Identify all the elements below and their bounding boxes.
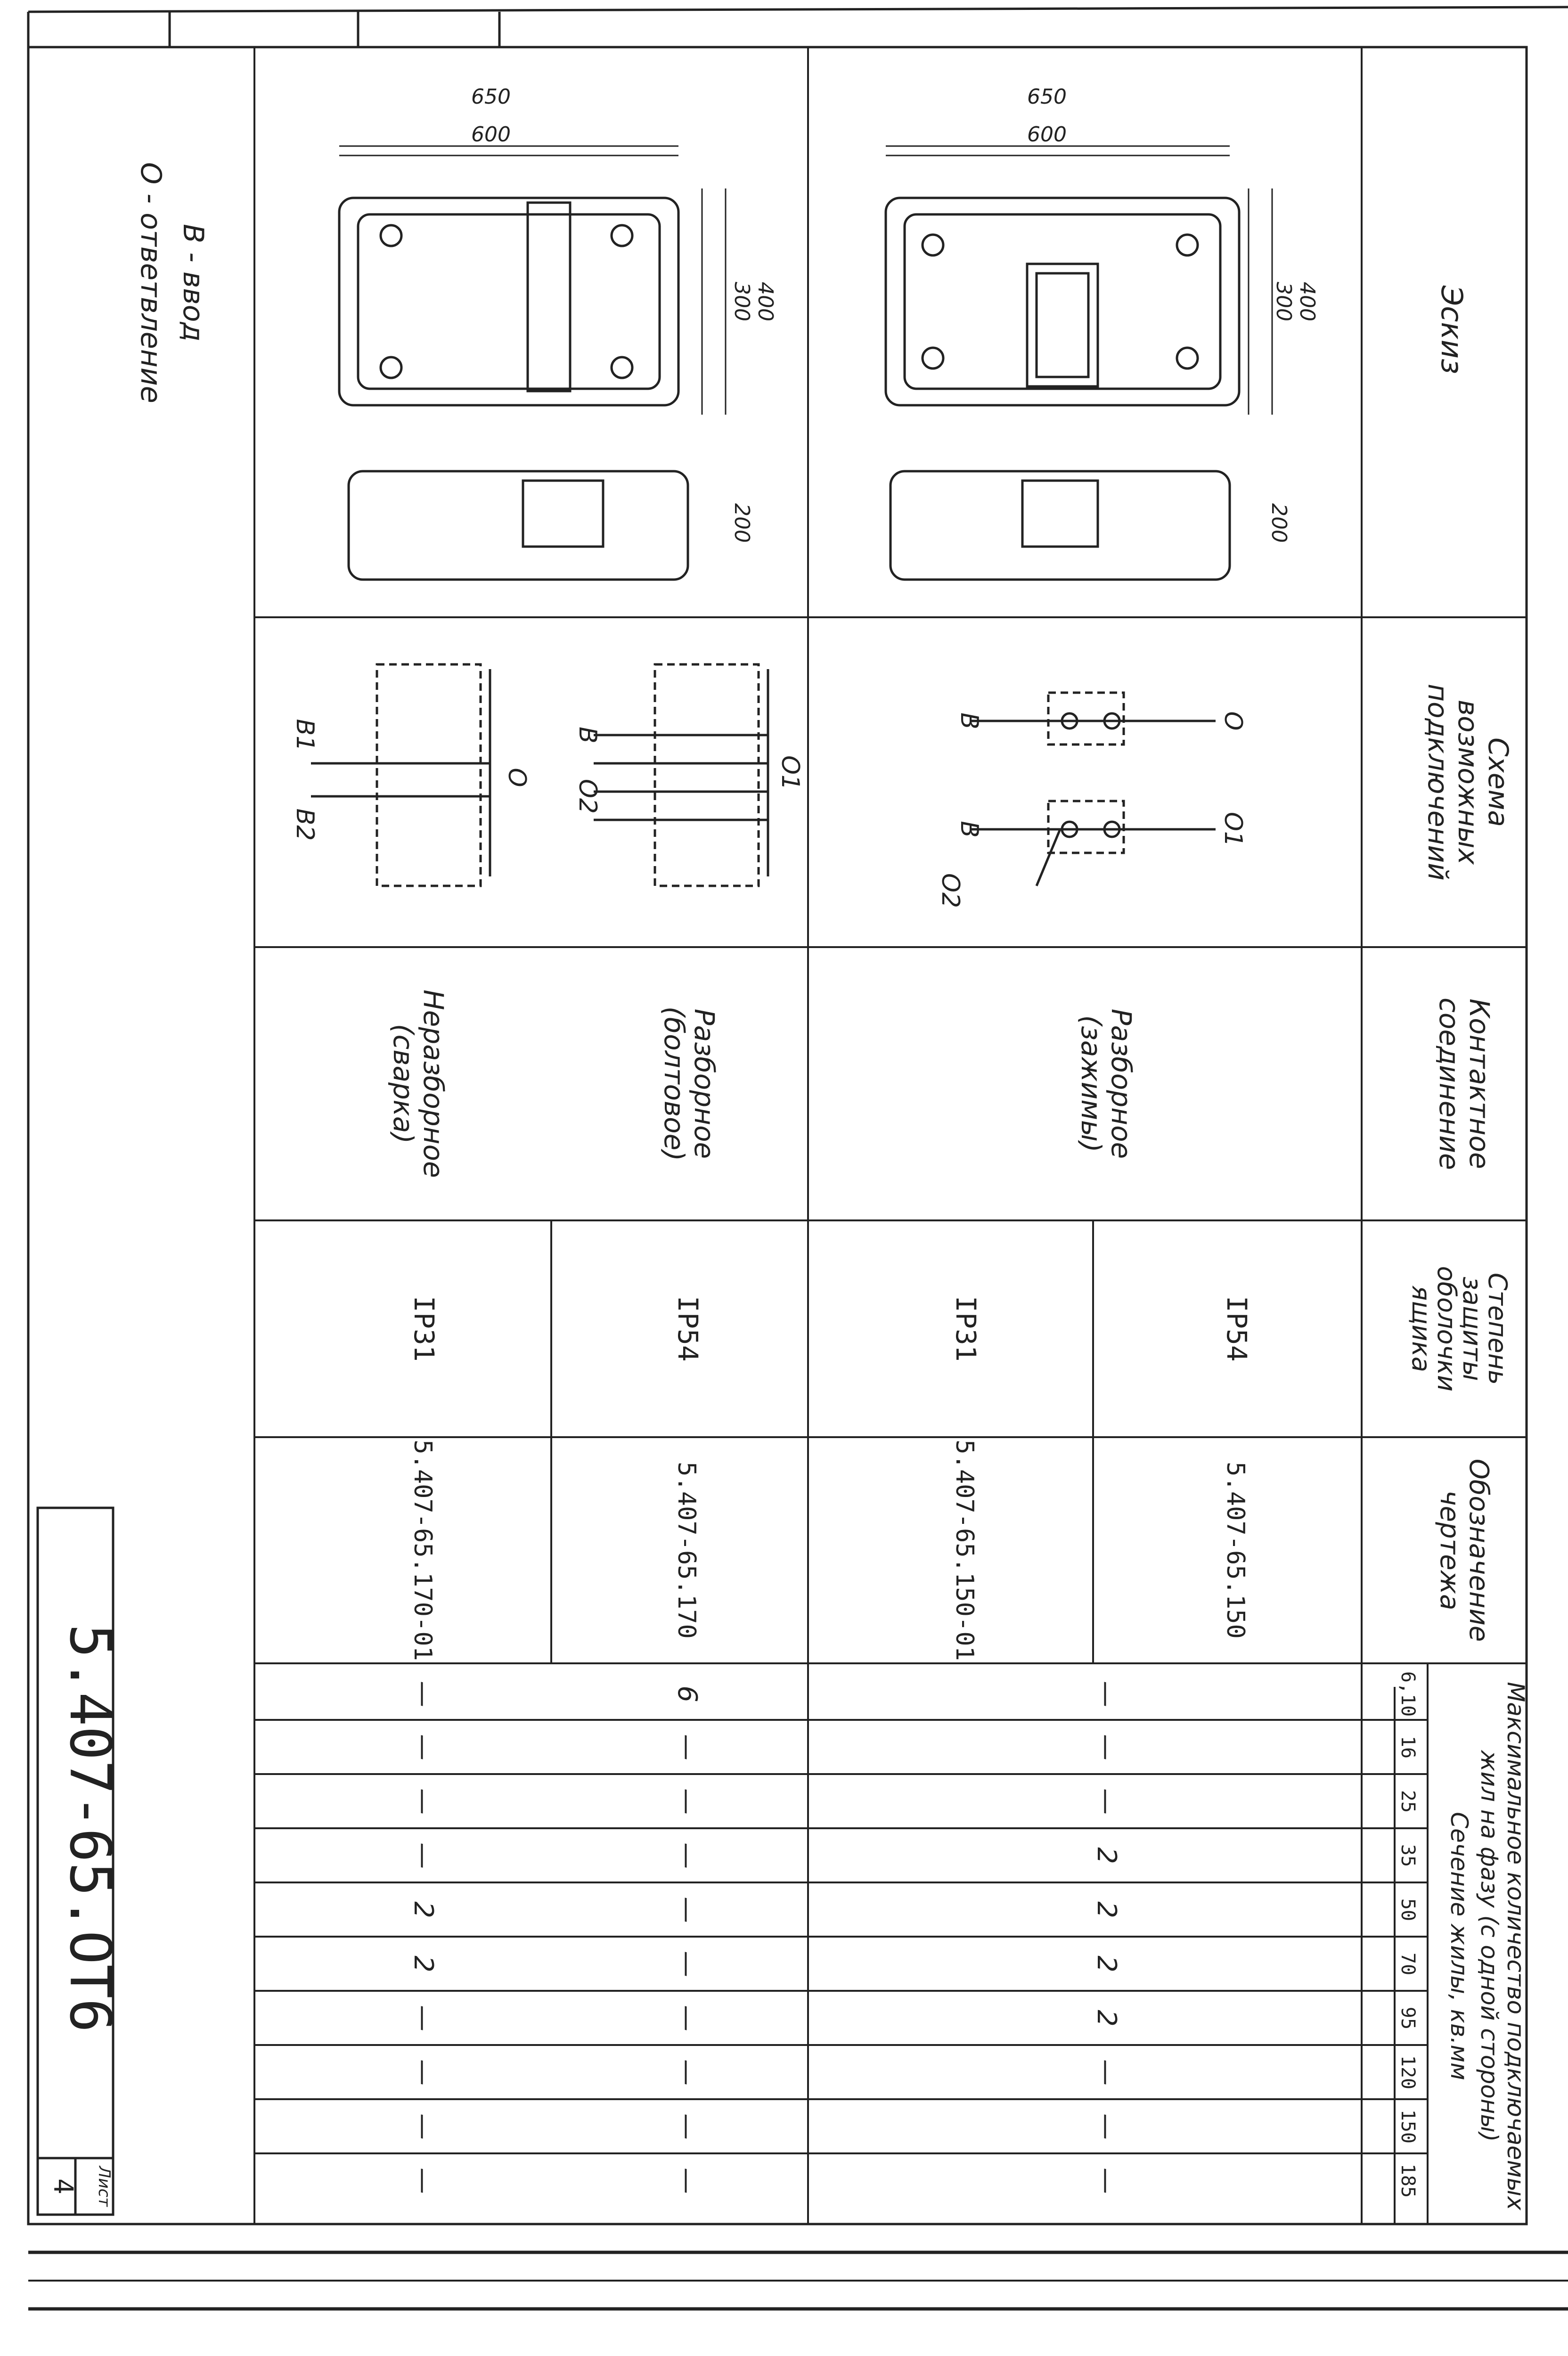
legend xyxy=(134,162,210,403)
svg-text:300: 300 xyxy=(1272,282,1296,321)
svg-text:95: 95 xyxy=(1397,2006,1419,2030)
row-welded xyxy=(387,990,449,2194)
scheme-welded xyxy=(311,664,490,886)
svg-text:(сварка): (сварка) xyxy=(387,1023,419,1144)
svg-text:—: — xyxy=(1091,2059,1122,2086)
svg-text:185: 185 xyxy=(1397,2163,1419,2198)
svg-text:150: 150 xyxy=(1397,2109,1419,2144)
svg-text:—: — xyxy=(408,2059,439,2086)
svg-text:50: 50 xyxy=(1397,1898,1419,1922)
svg-text:В: В xyxy=(955,821,983,838)
svg-text:соединение: соединение xyxy=(1433,998,1465,1170)
section-values xyxy=(1397,1671,1419,2198)
svg-text:2: 2 xyxy=(408,1955,439,1972)
sketch-box-top xyxy=(886,146,1272,580)
sketch-dimensions-bottom xyxy=(471,85,777,543)
svg-text:—: — xyxy=(672,1842,702,1869)
svg-text:200: 200 xyxy=(730,503,754,543)
svg-text:(болтовое): (болтовое) xyxy=(658,1006,690,1162)
svg-text:Схема: Схема xyxy=(1482,737,1514,827)
svg-text:возможных: возможных xyxy=(1452,699,1484,865)
svg-text:300: 300 xyxy=(730,282,754,321)
svg-text:В1: В1 xyxy=(291,719,319,752)
header-section xyxy=(1446,1812,1473,2080)
svg-text:О - ответвление: О - ответвление xyxy=(134,162,167,403)
header-scheme xyxy=(1422,684,1514,881)
svg-text:Максимальное количество подклю: Максимальное количество подключаемых xyxy=(1502,1682,1529,2210)
svg-text:400: 400 xyxy=(753,282,777,321)
sketch-box-bottom xyxy=(339,146,726,580)
svg-text:120: 120 xyxy=(1397,2055,1419,2090)
svg-text:4: 4 xyxy=(48,2178,78,2194)
svg-text:—: — xyxy=(1091,1681,1122,1707)
svg-text:400: 400 xyxy=(1295,282,1319,321)
svg-text:200: 200 xyxy=(1267,503,1291,543)
svg-text:В2: В2 xyxy=(291,808,319,841)
svg-text:2: 2 xyxy=(1091,2010,1122,2027)
svg-text:2: 2 xyxy=(1091,1901,1122,1918)
svg-text:—: — xyxy=(408,2113,439,2140)
svg-text:5.407-65.150: 5.407-65.150 xyxy=(1221,1462,1250,1639)
svg-text:—: — xyxy=(672,2005,702,2031)
svg-text:70: 70 xyxy=(1397,1952,1419,1976)
svg-text:650: 650 xyxy=(1027,85,1067,109)
svg-text:—: — xyxy=(672,2113,702,2140)
scheme-clamps-labels xyxy=(936,712,1247,908)
svg-text:—: — xyxy=(1091,1788,1122,1815)
svg-text:В: В xyxy=(955,712,983,729)
svg-text:ящика: ящика xyxy=(1406,1285,1436,1373)
svg-text:О2: О2 xyxy=(936,873,964,908)
svg-text:—: — xyxy=(672,2059,702,2086)
header-protection xyxy=(1406,1266,1512,1392)
header-sketch xyxy=(1435,285,1469,374)
row-bolted xyxy=(658,1006,720,2194)
svg-text:6,10: 6,10 xyxy=(1397,1671,1419,1717)
svg-text:О1: О1 xyxy=(776,755,804,791)
svg-text:2: 2 xyxy=(1091,1955,1122,1972)
title-code xyxy=(57,1624,122,2033)
svg-text:Неразборное: Неразборное xyxy=(417,990,449,1178)
svg-text:—: — xyxy=(408,1681,439,1707)
svg-text:25: 25 xyxy=(1397,1790,1419,1813)
svg-text:650: 650 xyxy=(471,85,511,109)
svg-text:Степень: Степень xyxy=(1483,1272,1512,1385)
svg-text:—: — xyxy=(1091,2168,1122,2194)
svg-text:—: — xyxy=(408,1788,439,1815)
sheet-number xyxy=(48,2178,78,2194)
svg-text:—: — xyxy=(1091,2113,1122,2140)
svg-text:—: — xyxy=(408,2005,439,2031)
scheme-welded-labels xyxy=(291,719,531,841)
svg-text:оболочки: оболочки xyxy=(1432,1266,1462,1392)
svg-text:600: 600 xyxy=(1027,123,1067,147)
svg-text:Сечение жилы, кв.мм: Сечение жилы, кв.мм xyxy=(1446,1812,1473,2080)
svg-text:Разборное: Разборное xyxy=(1105,1008,1137,1159)
row-clamps xyxy=(950,1009,1253,2194)
header-contact xyxy=(1433,998,1495,1170)
svg-text:В: В xyxy=(573,727,602,744)
svg-text:2: 2 xyxy=(1091,1847,1122,1864)
svg-text:—: — xyxy=(408,2168,439,2194)
svg-text:Контактное: Контактное xyxy=(1463,998,1495,1169)
svg-text:600: 600 xyxy=(471,123,511,147)
svg-text:5.407-65.170-01: 5.407-65.170-01 xyxy=(408,1440,437,1661)
svg-text:5.407-65.170: 5.407-65.170 xyxy=(672,1462,701,1639)
svg-text:О: О xyxy=(1219,711,1247,731)
scheme-clamps xyxy=(971,693,1216,886)
svg-text:чертежа: чертежа xyxy=(1434,1490,1465,1611)
svg-text:О: О xyxy=(503,768,531,787)
svg-text:О2: О2 xyxy=(573,778,602,814)
sheet-frame xyxy=(28,7,1568,2309)
svg-text:жил на фазу (с одной стороны): жил на фазу (с одной стороны) xyxy=(1476,1750,1503,2142)
svg-text:О1: О1 xyxy=(1219,811,1247,847)
sheet-label xyxy=(95,2165,114,2207)
scheme-bolted-labels xyxy=(573,727,804,814)
svg-text:Эскиз: Эскиз xyxy=(1435,285,1469,375)
svg-text:Обозначение: Обозначение xyxy=(1463,1458,1494,1642)
svg-text:5.407-65.ОТ6: 5.407-65.ОТ6 xyxy=(57,1624,122,2033)
svg-text:—: — xyxy=(408,1734,439,1760)
svg-text:IP54: IP54 xyxy=(672,1296,704,1362)
scheme-bolted xyxy=(594,664,768,886)
header-designation xyxy=(1434,1459,1494,1642)
svg-text:—: — xyxy=(408,1842,439,1869)
svg-text:IP31: IP31 xyxy=(408,1296,440,1362)
svg-text:защиты: защиты xyxy=(1457,1276,1487,1381)
svg-text:35: 35 xyxy=(1397,1844,1419,1867)
svg-text:подключений: подключений xyxy=(1422,684,1454,881)
svg-text:IP54: IP54 xyxy=(1221,1296,1253,1362)
svg-text:16: 16 xyxy=(1397,1735,1419,1759)
svg-text:2: 2 xyxy=(408,1901,439,1918)
svg-text:Разборное: Разборное xyxy=(688,1008,720,1159)
svg-text:В - ввод: В - ввод xyxy=(177,224,210,342)
svg-text:6: 6 xyxy=(672,1685,702,1702)
svg-text:(зажимы): (зажимы) xyxy=(1075,1015,1107,1153)
svg-text:—: — xyxy=(672,2168,702,2194)
svg-text:—: — xyxy=(672,1788,702,1815)
svg-text:IP31: IP31 xyxy=(950,1296,982,1362)
sketch-dimensions-top xyxy=(1027,85,1319,543)
svg-text:—: — xyxy=(672,1951,702,1977)
svg-text:—: — xyxy=(672,1897,702,1923)
svg-text:Лист: Лист xyxy=(95,2166,114,2207)
svg-text:5.407-65.150-01: 5.407-65.150-01 xyxy=(950,1440,979,1661)
svg-text:—: — xyxy=(1091,1734,1122,1760)
header-max-count xyxy=(1476,1682,1529,2210)
svg-text:—: — xyxy=(672,1734,702,1760)
